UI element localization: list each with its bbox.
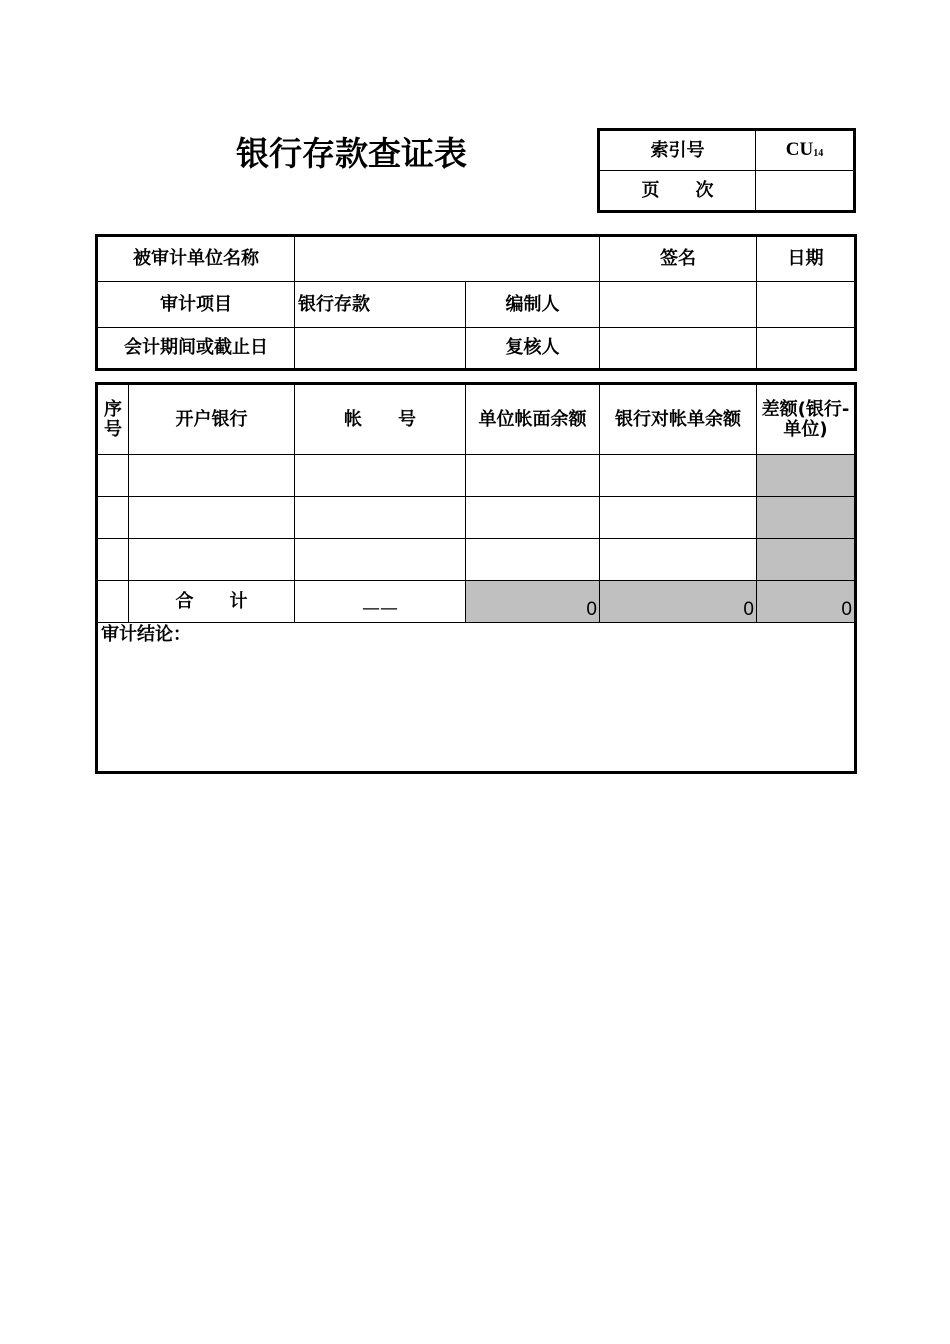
- signature-header: 签名: [600, 236, 757, 282]
- row-statement-balance-cell[interactable]: [600, 539, 757, 581]
- reviewer-label: 复核人: [466, 328, 600, 370]
- row-seq-cell[interactable]: [97, 539, 129, 581]
- column-header-seq: 序号: [97, 384, 129, 455]
- row-book-balance-cell[interactable]: [466, 497, 600, 539]
- row-book-balance-cell[interactable]: [466, 539, 600, 581]
- index-number-label: 索引号: [599, 130, 756, 171]
- reviewer-signature-field[interactable]: [600, 328, 757, 370]
- preparer-label: 编制人: [466, 282, 600, 328]
- audit-conclusion-label: 审计结论：: [101, 624, 191, 645]
- row-bank-cell[interactable]: [129, 455, 295, 497]
- audit-item-value[interactable]: 银行存款: [295, 282, 466, 328]
- audit-item-label: 审计项目: [97, 282, 295, 328]
- table-header-row: [97, 384, 856, 455]
- conclusion-row: [97, 623, 856, 773]
- index-number-value: $CU_{14}$: [756, 130, 855, 171]
- row-difference-cell: [757, 539, 856, 581]
- audit-conclusion-area[interactable]: [97, 623, 856, 773]
- column-header-statement-balance: 银行对帐单余额: [600, 384, 757, 455]
- index-box: [597, 128, 856, 213]
- row-seq-cell[interactable]: [97, 497, 129, 539]
- row-bank-cell[interactable]: [129, 497, 295, 539]
- column-header-book-balance: 单位帐面余额: [466, 384, 600, 455]
- total-difference: 0: [757, 581, 856, 623]
- preparer-signature-field[interactable]: [600, 282, 757, 328]
- auditee-name-field[interactable]: [295, 236, 600, 282]
- page-number-value[interactable]: [756, 171, 855, 212]
- row-account-cell[interactable]: [295, 539, 466, 581]
- bank-deposit-table: [95, 382, 857, 774]
- table-row: [97, 539, 856, 581]
- row-account-cell[interactable]: [295, 455, 466, 497]
- total-book-balance: 0: [466, 581, 600, 623]
- table-row: [97, 497, 856, 539]
- row-difference-cell: [757, 497, 856, 539]
- row-book-balance-cell[interactable]: [466, 455, 600, 497]
- row-statement-balance-cell[interactable]: [600, 455, 757, 497]
- audit-info-table: [95, 234, 857, 371]
- row-seq-cell[interactable]: [97, 455, 129, 497]
- total-statement-balance: 0: [600, 581, 757, 623]
- row-bank-cell[interactable]: [129, 539, 295, 581]
- total-seq-cell: [97, 581, 129, 623]
- column-header-account: 帐 号: [295, 384, 466, 455]
- row-statement-balance-cell[interactable]: [600, 497, 757, 539]
- auditee-name-label: 被审计单位名称: [97, 236, 295, 282]
- page-number-label: 页 次: [599, 171, 756, 212]
- total-label: 合 计: [129, 581, 295, 623]
- column-header-bank: 开户银行: [129, 384, 295, 455]
- total-row: [97, 581, 856, 623]
- row-difference-cell: [757, 455, 856, 497]
- column-header-difference: 差额(银行-单位): [757, 384, 856, 455]
- date-header: 日期: [757, 236, 856, 282]
- period-field[interactable]: [295, 328, 466, 370]
- table-row: [97, 455, 856, 497]
- reviewer-date-field[interactable]: [757, 328, 856, 370]
- period-label: 会计期间或截止日: [97, 328, 295, 370]
- preparer-date-field[interactable]: [757, 282, 856, 328]
- total-account-dash: ——: [295, 581, 466, 623]
- page-title: 银行存款查证表: [236, 134, 467, 173]
- row-account-cell[interactable]: [295, 497, 466, 539]
